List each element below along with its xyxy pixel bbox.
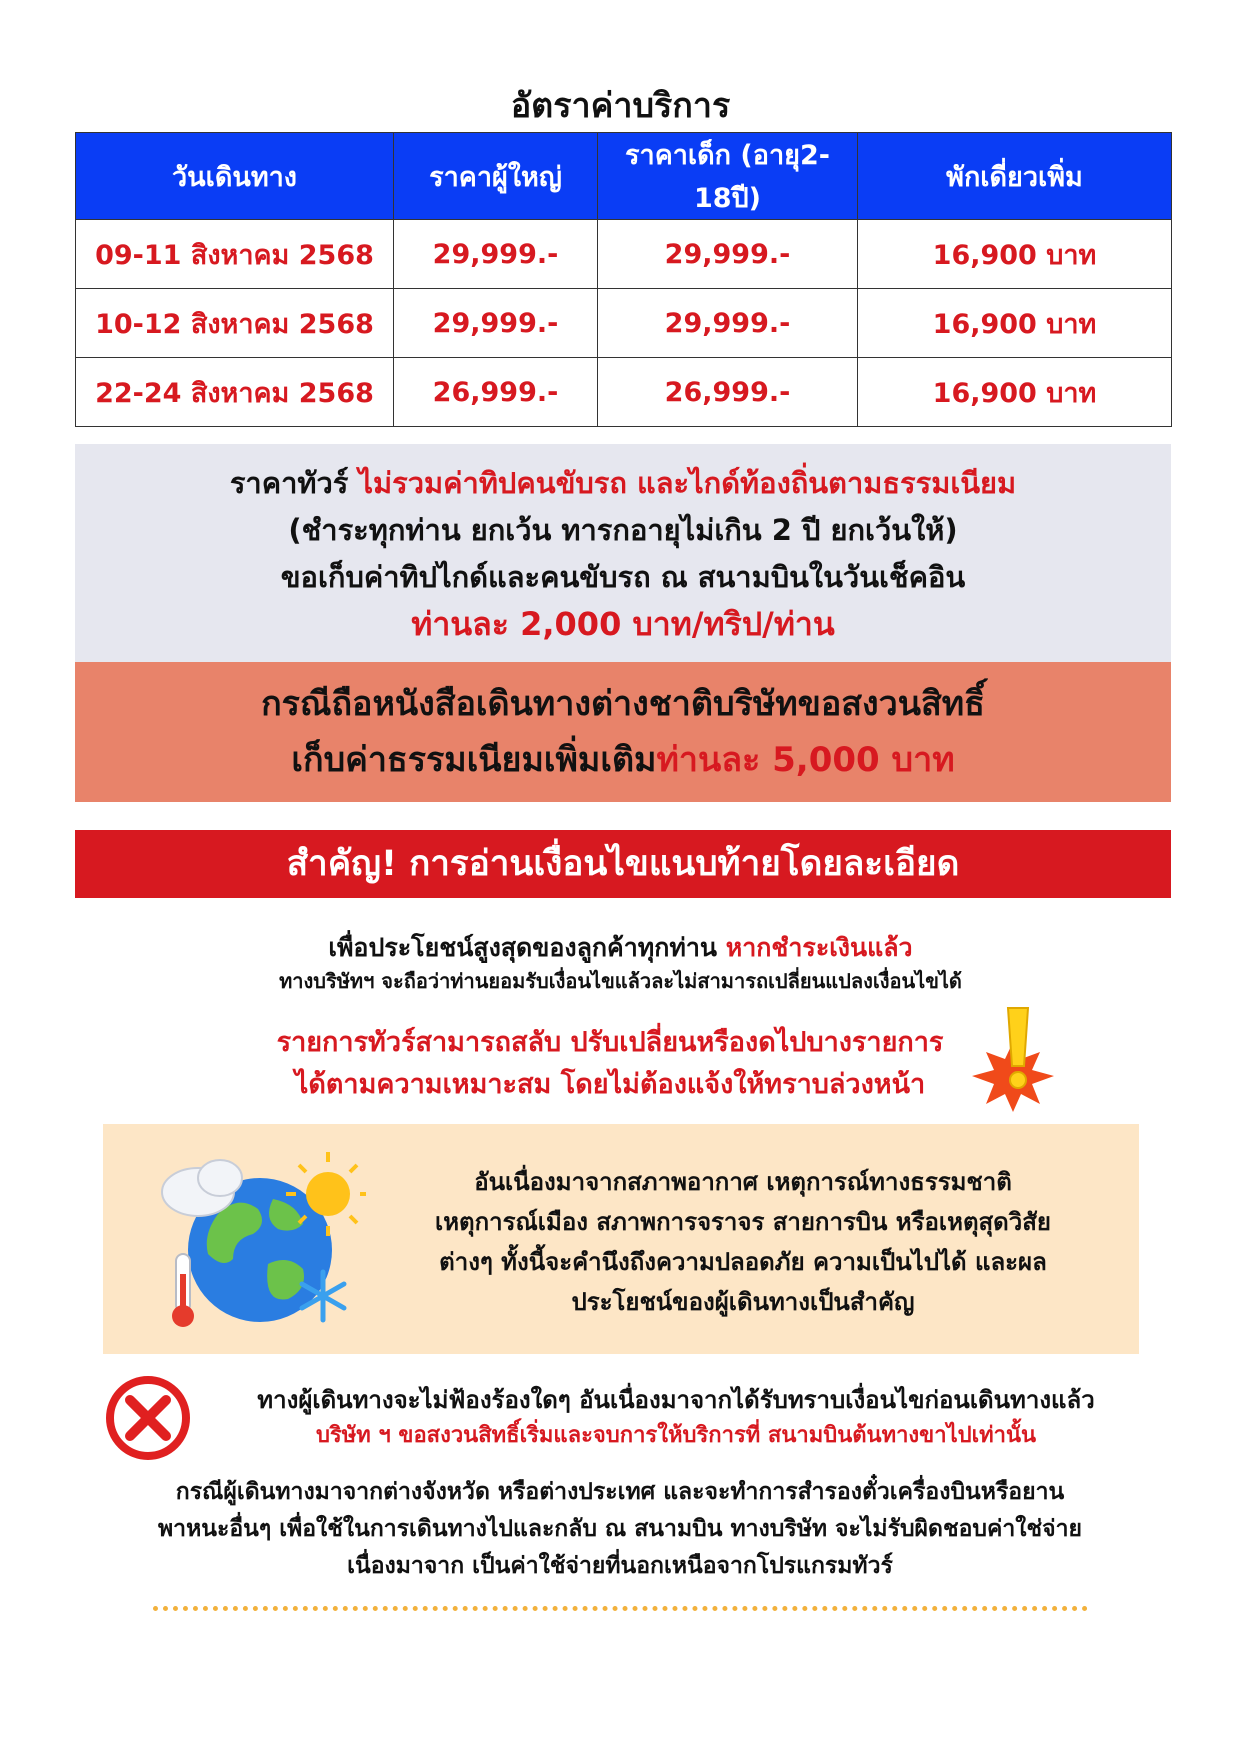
weather-line-1: อันเนื่องมาจากสภาพอากาศ เหตุการณ์ทางธรรมชาติ [474,1168,1012,1196]
benefit-line-1 [0,930,1241,966]
tip-line-1-prefix: ราคาทัวร์ [229,466,359,500]
tip-notice-box [75,444,1171,662]
tip-line-3: ขอเก็บค่าทิปไกด์และคนขับรถ ณ สนามบินในวันเช็คอิน [280,560,966,594]
table-header-row [76,133,1172,220]
tip-line-2: (ชำระทุกท่าน ยกเว้น ทารกอายุไม่เกิน 2 ปี ยกเว้นให้) [288,513,958,547]
province-line-1: กรณีผู้เดินทางมาจากต่างจังหวัด หรือต่างประเทศ และจะทำการสำรองตั๋วเครื่องบินหรือยาน [175,1479,1065,1505]
weather-line-2: เหตุการณ์เมือง สภาพการจราจร สายการบิน หรือเหตุสุดวิสัย [435,1208,1051,1236]
child-price-cell: 29,999.- [598,220,858,289]
no-complaint-line-1: ทางผู้เดินทางจะไม่ฟ้องร้องใดๆ อันเนื่องมาจากได้รับทราบเงื่อนไขก่อนเดินทางแล้ว [257,1386,1095,1414]
travel-date-cell: 22-24 สิงหาคม 2568 [76,358,394,427]
child-price-cell: 26,999.- [598,358,858,427]
weather-text [383,1162,1103,1322]
province-notice [80,1474,1160,1585]
header-travel-date: วันเดินทาง [76,133,394,220]
foreign-passport-line-2 [75,732,1171,788]
single-supplement-cell: 16,900 บาท [858,358,1172,427]
no-complaint-line-2: บริษัท ฯ ขอสงวนสิทธิ์เริ่มและจบการให้บริการที่ สนามบินต้นทางขาไปเท่านั้น [315,1423,1037,1448]
table-row [76,289,1172,358]
header-child-price: ราคาเด็ก (อายุ2-18ปี) [598,133,858,220]
header-single-supplement: พักเดี่ยวเพิ่ม [858,133,1172,220]
important-banner: สำคัญ! การอ่านเงื่อนไขแนบท้ายโดยละเอียด [75,830,1171,898]
tip-line-1 [75,444,1171,507]
foreign-passport-line-1: กรณีถือหนังสือเดินทางต่างชาติบริษัทขอสงวนสิทธิ์ [261,684,985,724]
province-line-3: เนื่องมาจาก เป็นค่าใช้จ่ายที่นอกเหนือจากโปรแกรมทัวร์ [347,1553,893,1579]
benefit-line-2: ทางบริษัทฯ จะถือว่าท่านยอมรับเงื่อนไขแล้วละไม่สามารถเปลี่ยนแปลงเงื่อนไขได้ [279,969,962,993]
tip-price: ท่านละ 2,000 บาท/ทริป/ท่าน [411,605,835,643]
page-title: อัตราค่าบริการ [510,86,731,126]
weather-globe-icon [148,1144,368,1334]
adult-price-cell: 26,999.- [394,358,598,427]
benefit-line-1-prefix: เพื่อประโยชน์สูงสุดของลูกค้าทุกท่าน [328,933,726,962]
single-supplement-cell: 16,900 บาท [858,220,1172,289]
weather-line-4: ประโยชน์ของผู้เดินทางเป็นสำคัญ [571,1288,915,1316]
weather-notice-box [103,1124,1139,1354]
single-supplement-cell: 16,900 บาท [858,289,1172,358]
benefit-line-1-highlight: หากชำระเงินแล้ว [725,933,913,962]
foreign-passport-fee: ท่านละ 5,000 บาท [656,740,955,780]
no-complaint-notice [196,1382,1156,1454]
tip-line-1-highlight: ไม่รวมค่าทิปคนขับรถ และไกด์ท้องถิ่นตามธรรมเนียม [358,466,1017,500]
table-row [76,220,1172,289]
foreign-passport-fee-label: เก็บค่าธรรมเนียมเพิ่มเติม [291,740,657,780]
weather-line-3: ต่างๆ ทั้งนี้จะคำนึงถึงความปลอดภัย ความเป็นไปได้ และผล [439,1248,1047,1276]
change-notice [230,1022,990,1106]
province-line-2: พาหนะอื่นๆ เพื่อใช้ในการเดินทางไปและกลับ ณ สนามบิน ทางบริษัท จะไม่รับผิดชอบค่าใช่จ่าย [158,1516,1082,1542]
exclamation-burst-icon [968,1004,1058,1114]
price-table [75,132,1172,427]
child-price-cell: 29,999.- [598,289,858,358]
adult-price-cell: 29,999.- [394,289,598,358]
change-line-2: ได้ตามความเหมาะสม โดยไม่ต้องแจ้งให้ทราบล่วงหน้า [294,1069,926,1100]
table-row [76,358,1172,427]
red-x-circle-icon [104,1374,192,1462]
header-adult-price: ราคาผู้ใหญ่ [394,133,598,220]
travel-date-cell: 10-12 สิงหาคม 2568 [76,289,394,358]
foreign-passport-box [75,662,1171,802]
travel-date-cell: 09-11 สิงหาคม 2568 [76,220,394,289]
change-line-1: รายการทัวร์สามารถสลับ ปรับเปลี่ยนหรืองดไปบางรายการ [276,1027,944,1058]
adult-price-cell: 29,999.- [394,220,598,289]
benefit-notice [0,930,1241,996]
dotted-divider [153,1606,1088,1617]
